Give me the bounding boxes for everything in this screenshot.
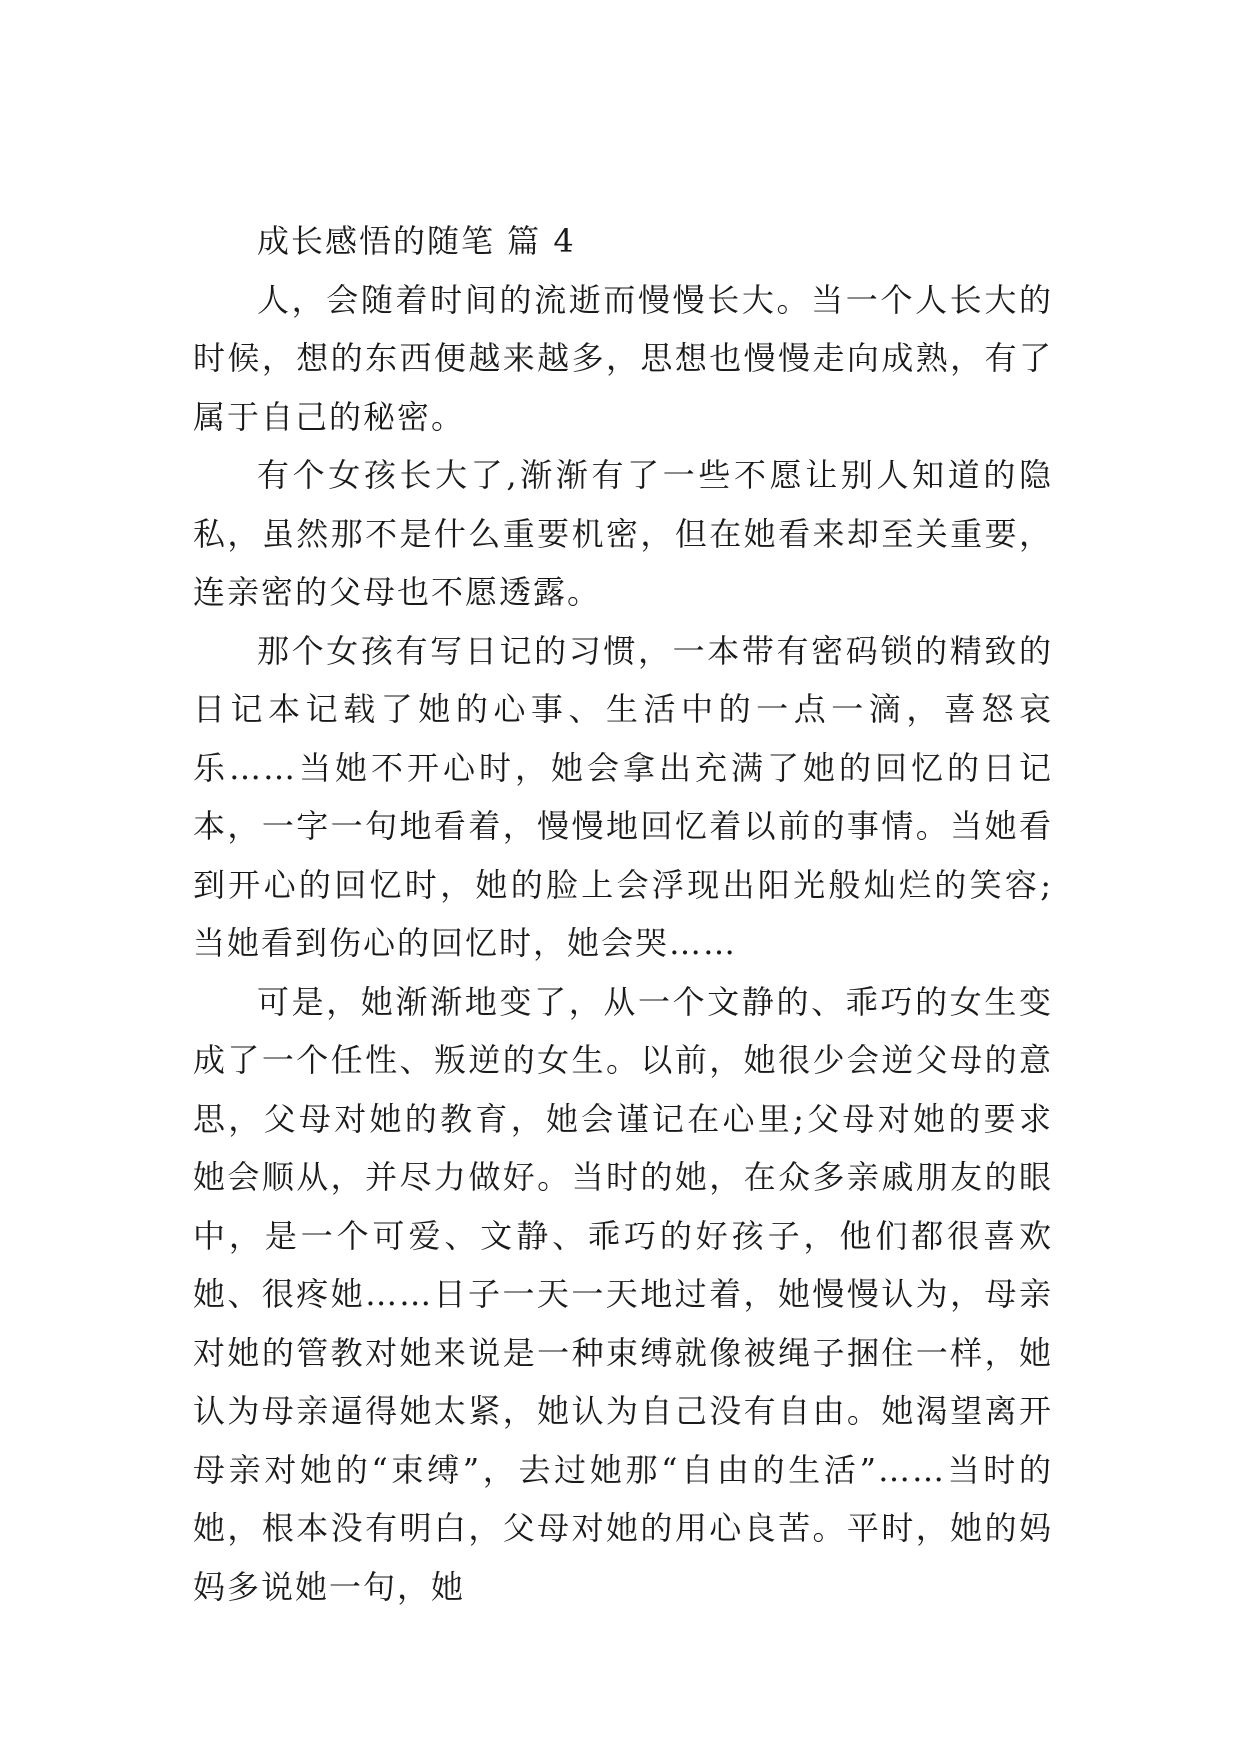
paragraph-4: 可是，她渐渐地变了，从一个文静的、乖巧的女生变成了一个任性、叛逆的女生。以前，她很少会逆父母的意思，父母对她的教育，她会谨记在心里;父母对她的要求她会顺从，并尽力做好。当时的她，在众多亲戚朋友的眼中，是一个可爱、文静、乖巧的好孩子，他们都很喜欢她、很疼她……日子一天一天地过着，她慢慢认为，母亲对她的管教对她来说是一种束缚就像被绳子捆住一样，她认为母亲逼得她太紧，她认为自己没有自由。她渴望离开母亲对她的“束缚”，去过她那“自由的生活”……当时的她，根本没有明白，父母对她的用心良苦。平时，她的妈妈多说她一句，她: [193, 982, 1053, 1606]
section-heading: 成长感悟的随笔 篇 4: [257, 222, 576, 260]
paragraph-1: 人，会随着时间的流逝而慢慢长大。当一个人长大的时候，想的东西便越来越多，思想也慢慢走向成熟，有了属于自己的秘密。: [193, 280, 1053, 436]
paragraph-3: 那个女孩有写日记的习惯，一本带有密码锁的精致的日记本记载了她的心事、生活中的一点一滴，喜怒哀乐……当她不开心时，她会拿出充满了她的回忆的日记本，一字一句地看着，慢慢地回忆着以前的事情。当她看到开心的回忆时，她的脸上会浮现出阳光般灿烂的笑容;当她看到伤心的回忆时，她会哭……: [193, 631, 1053, 962]
paragraph-2: 有个女孩长大了,渐渐有了一些不愿让别人知道的隐私，虽然那不是什么重要机密，但在她看来却至关重要，连亲密的父母也不愿透露。: [193, 456, 1053, 611]
document-body: [193, 212, 1053, 1616]
